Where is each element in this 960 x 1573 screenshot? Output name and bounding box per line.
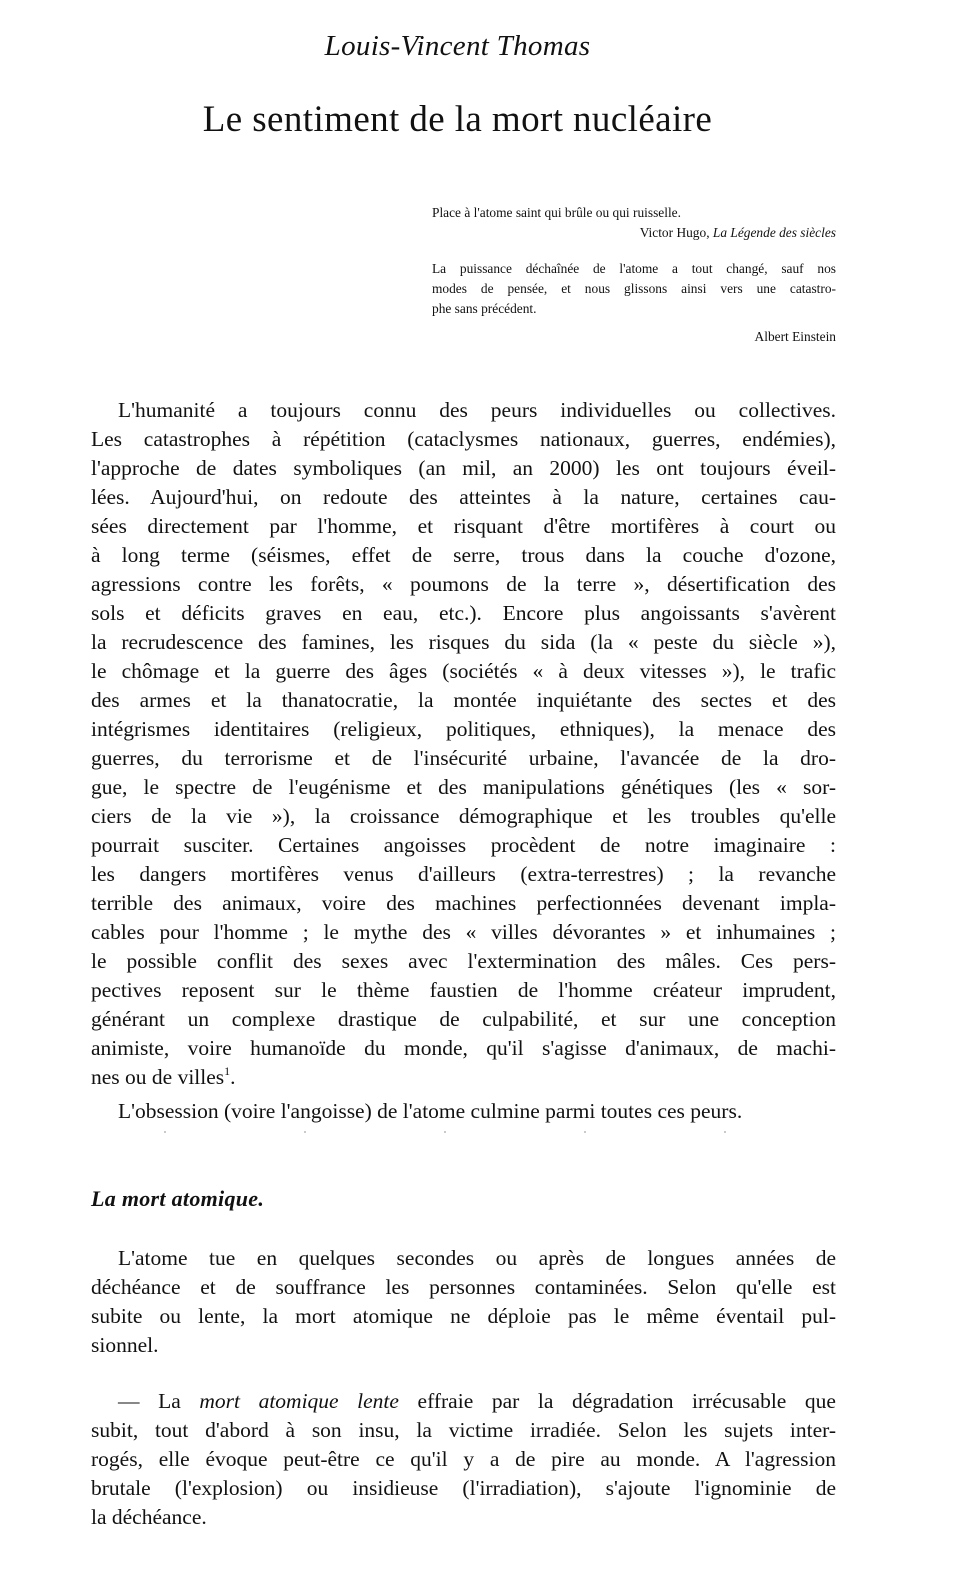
text-line (91, 454, 836, 483)
text-line (91, 1474, 836, 1503)
einstein-line: phe sans précédent. (432, 301, 537, 316)
text-run: guerres, du terrorisme et de l'insécurité urbaine, l'avancée de la dro- (91, 746, 836, 770)
text-run: l'approche de dates symboliques (an mil, an 2000) les ont toujours éveil- (91, 456, 836, 480)
einstein-line: La puissance déchaînée de l'atome a tout changé, sauf nos (432, 261, 836, 276)
paragraph-intro (91, 396, 836, 1092)
text-run: pourrait susciter. Certaines angoisses procèdent de notre imaginaire : (91, 833, 836, 857)
page-artifact-dots (95, 1131, 835, 1133)
text-line (91, 396, 836, 425)
text-run: le possible conflit des sexes avec l'extermination des mâles. Ces pers- (91, 949, 836, 973)
epigraph-hugo-quote: Place à l'atome saint qui brûle ou qui ruisselle. (432, 205, 681, 220)
dash: — La (118, 1389, 200, 1413)
text-run: la déchéance. (91, 1505, 207, 1529)
text-run: effraie par la dégradation irrécusable que (398, 1389, 836, 1413)
text-run: ciers de la vie »), la croissance démographique et les troubles qu'elle (91, 804, 836, 828)
paragraph-atomic-death (91, 1244, 836, 1360)
text-line (91, 541, 836, 570)
text-run: terrible des animaux, voire des machines perfectionnées devenant impla- (91, 891, 836, 915)
text-run: rogés, elle évoque peut-être ce qu'il y a de pire au monde. A l'agression (91, 1447, 836, 1471)
text-line (91, 570, 836, 599)
text-run: subit, tout d'abord à son insu, la victime irradiée. Selon les sujets inter- (91, 1418, 836, 1442)
text-run: des armes et la thanatocratie, la montée inquiétante des sectes et des (91, 688, 836, 712)
text-line (91, 976, 836, 1005)
text-line (91, 657, 836, 686)
text-line (91, 1445, 836, 1474)
footnote-marker: 1 (224, 1064, 231, 1078)
text-run: la recrudescence des famines, les risques du sida (la « peste du siècle »), (91, 630, 836, 654)
text-line: L'obsession (voire l'angoisse) de l'atome culmine parmi toutes ces peurs. (118, 1099, 743, 1123)
text-line (91, 1034, 836, 1063)
text-line (91, 512, 836, 541)
text-run: brutale (l'explosion) ou insidieuse (l'irradiation), s'ajoute l'ignominie de (91, 1476, 836, 1500)
text-run: sols et déficits graves en eau, etc.). Encore plus angoissants s'avèrent (91, 601, 836, 625)
text-line (91, 860, 836, 889)
text-run: agressions contre les forêts, « poumons de la terre », désertification des (91, 572, 836, 596)
text-line (91, 425, 836, 454)
emphasis: mort atomique lente (199, 1389, 399, 1413)
text-line (91, 599, 836, 628)
text-line (91, 744, 836, 773)
hugo-work: La Légende des siècles (712, 225, 836, 240)
text-line (91, 773, 836, 802)
text-line (91, 1503, 836, 1532)
epigraph-hugo-attribution (432, 223, 836, 243)
text-line (91, 947, 836, 976)
section-heading: La mort atomique. (91, 1186, 265, 1211)
text-line (91, 1273, 836, 1302)
text-line (91, 715, 836, 744)
text-run: déchéance et de souffrance les personnes contaminées. Selon qu'elle est (91, 1275, 836, 1299)
hugo-author: Victor Hugo, (639, 225, 713, 240)
epigraphs (432, 203, 836, 347)
text-line (91, 628, 836, 657)
text-run: . (230, 1065, 236, 1089)
text-run: nes ou de villes (91, 1065, 225, 1089)
einstein-line: modes de pensée, et nous glissons ainsi vers une catastro- (432, 281, 836, 296)
text-line (91, 802, 836, 831)
text-line (91, 1331, 836, 1360)
text-line (91, 686, 836, 715)
text-run: intégrismes identitaires (religieux, politiques, ethniques), la menace des (91, 717, 836, 741)
text-line (91, 918, 836, 947)
text-line (91, 831, 836, 860)
text-line (91, 1416, 836, 1445)
text-run: sionnel. (91, 1333, 159, 1357)
text-run: L'atome tue en quelques secondes ou après de longues années de (118, 1246, 836, 1270)
text-run: à long terme (séismes, effet de serre, trous dans la couche d'ozone, (91, 543, 836, 567)
text-run: le chômage et la guerre des âges (sociétés « à deux vitesses »), le trafic (91, 659, 836, 683)
paragraph-slow-death (91, 1387, 836, 1532)
epigraph-einstein-quote (432, 259, 836, 319)
text-line (91, 1302, 836, 1331)
text-run: L'humanité a toujours connu des peurs individuelles ou collectives. (118, 398, 836, 422)
text-run: subite ou lente, la mort atomique ne déploie pas le même éventail pul- (91, 1304, 836, 1328)
text-run: lées. Aujourd'hui, on redoute des atteintes à la nature, certaines cau- (91, 485, 836, 509)
text-run: animiste, voire humanoïde du monde, qu'il s'agisse d'animaux, de machi- (91, 1036, 836, 1060)
text-run: générant un complexe drastique de culpabilité, et sur une conception (91, 1007, 836, 1031)
text-run: Les catastrophes à répétition (cataclysmes nationaux, guerres, endémies), (91, 427, 836, 451)
text-line (91, 1387, 836, 1416)
paragraph-obsession (91, 1097, 836, 1126)
text-run: les dangers mortifères venus d'ailleurs (extra-terrestres) ; la revanche (91, 862, 836, 886)
text-line (91, 1063, 836, 1092)
author-name: Louis-Vincent Thomas (324, 30, 591, 62)
article-title: Le sentiment de la mort nucléaire (202, 99, 713, 140)
epigraph-einstein-attribution: Albert Einstein (754, 329, 836, 344)
text-run: sées directement par l'homme, et risquant d'être mortifères à court ou (91, 514, 836, 538)
text-line (91, 889, 836, 918)
text-run: cables pour l'homme ; le mythe des « villes dévorantes » et inhumaines ; (91, 920, 836, 944)
text-run: gue, le spectre de l'eugénisme et des manipulations génétiques (les « sor- (91, 775, 836, 799)
text-line (91, 1005, 836, 1034)
text-line (91, 483, 836, 512)
text-line (91, 1244, 836, 1273)
text-run: pectives reposent sur le thème faustien de l'homme créateur imprudent, (91, 978, 836, 1002)
